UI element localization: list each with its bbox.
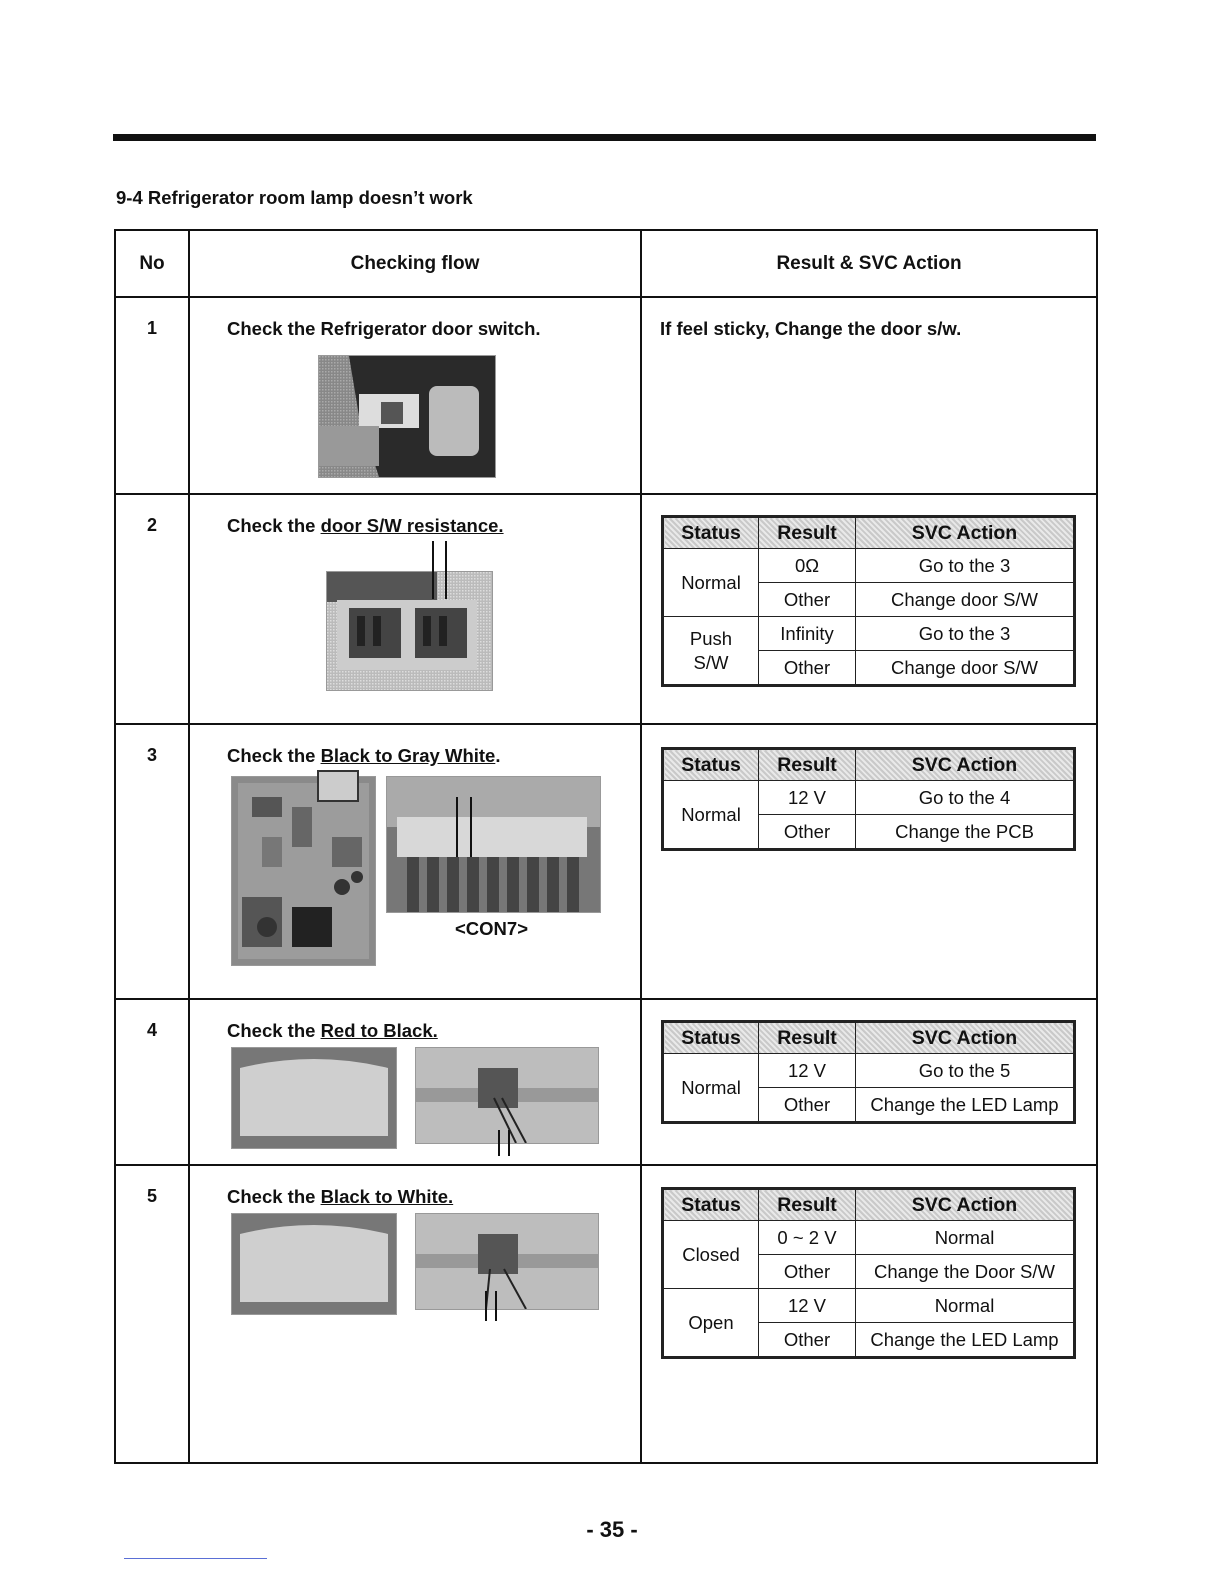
row-2-result [641,494,1097,724]
row-4-link: Red to Black. [320,1020,438,1041]
row-3-link: Black to Gray White [320,745,496,766]
row-1-result-text: If feel sticky, Change the door s/w. [660,318,962,339]
svc-table-2 [661,515,1076,687]
status-header: Status [663,517,759,549]
footer-link-line [124,1558,267,1559]
section-heading: 9-4 Refrigerator room lamp doesn’t work [116,187,473,208]
row-5-title [227,1186,453,1208]
row-4-prefix: Check the [227,1020,321,1041]
svc-action-header: SVC Action [856,1189,1075,1221]
action-cell: Go to the 3 [856,617,1075,651]
result-cell: 12 V [759,1054,856,1088]
action-cell: Change the PCB [856,815,1075,850]
row-2-link: door S/W resistance. [320,515,504,536]
result-cell: Other [759,1323,856,1358]
result-header: Result [759,1189,856,1221]
led-connector-photo [415,1213,599,1310]
status-cell: Push S/W [663,617,759,686]
result-cell: Other [759,815,856,850]
con7-caption: <CON7> [455,918,529,939]
row-3-result [641,724,1097,999]
row-5-flow [189,1165,641,1463]
row-2-no: 2 [115,494,189,724]
row-5-result [641,1165,1097,1463]
svc-table-5 [661,1187,1076,1359]
row-4-result [641,999,1097,1165]
con7-connector-photo [386,776,601,913]
result-header: Result [759,749,856,781]
row-3-no: 3 [115,724,189,999]
row-5-no: 5 [115,1165,189,1463]
action-cell: Normal [856,1221,1075,1255]
action-cell: Go to the 4 [856,781,1075,815]
result-cell: 12 V [759,781,856,815]
result-cell: Other [759,651,856,686]
result-header: Result [759,517,856,549]
status-cell: Open [663,1289,759,1358]
row-1-title: Check the Refrigerator door switch. [227,318,541,339]
status-header: Status [663,1189,759,1221]
action-cell: Normal [856,1289,1075,1323]
svc-action-header: SVC Action [856,517,1075,549]
status-cell: Normal [663,1054,759,1123]
row-4-title [227,1020,438,1042]
result-header: Result [759,1022,856,1054]
result-cell: 0Ω [759,549,856,583]
row-3-prefix: Check the [227,745,321,766]
row-3-flow [189,724,641,999]
row-2-prefix: Check the [227,515,321,536]
door-switch-resistance-photo [326,571,493,691]
result-cell: 12 V [759,1289,856,1323]
row-2-title [227,515,504,537]
action-cell: Go to the 5 [856,1054,1075,1088]
probe-marks [495,1130,515,1156]
probe-marks [430,541,450,601]
row-5-link: Black to White. [320,1186,454,1207]
header-result: Result & SVC Action [641,230,1097,297]
result-cell: Other [759,1088,856,1123]
action-cell: Change door S/W [856,583,1075,617]
action-cell: Go to the 3 [856,549,1075,583]
row-2-flow [189,494,641,724]
row-1-no: 1 [115,297,189,494]
action-cell: Change the LED Lamp [856,1323,1075,1358]
status-cell: Normal [663,781,759,850]
result-cell: 0 ~ 2 V [759,1221,856,1255]
con7-box-marker [317,770,359,802]
row-4-flow [189,999,641,1165]
pcb-photo [231,776,376,966]
action-cell: Change door S/W [856,651,1075,686]
result-cell: Other [759,1255,856,1289]
row-3-suffix: . [495,745,501,766]
row-5-prefix: Check the [227,1186,321,1207]
result-cell: Infinity [759,617,856,651]
svc-action-header: SVC Action [856,1022,1075,1054]
svc-action-header: SVC Action [856,749,1075,781]
status-cell: Closed [663,1221,759,1289]
row-3-title [227,745,500,767]
result-cell: Other [759,583,856,617]
header-no: No [115,230,189,297]
action-cell: Change the LED Lamp [856,1088,1075,1123]
row-4-no: 4 [115,999,189,1165]
troubleshooting-table [114,229,1098,1464]
svc-table-4 [661,1020,1076,1124]
header-checking-flow: Checking flow [189,230,641,297]
row-1-result [641,297,1097,494]
probe-marks [482,1291,502,1321]
svc-table-3 [661,747,1076,851]
status-cell: Normal [663,549,759,617]
door-switch-photo [318,355,496,478]
status-header: Status [663,1022,759,1054]
led-lamp-photo [231,1047,397,1149]
led-lamp-photo [231,1213,397,1315]
action-cell: Change the Door S/W [856,1255,1075,1289]
page-number: - 35 - [586,1517,638,1542]
top-rule [113,134,1096,141]
row-1-flow [189,297,641,494]
status-header: Status [663,749,759,781]
